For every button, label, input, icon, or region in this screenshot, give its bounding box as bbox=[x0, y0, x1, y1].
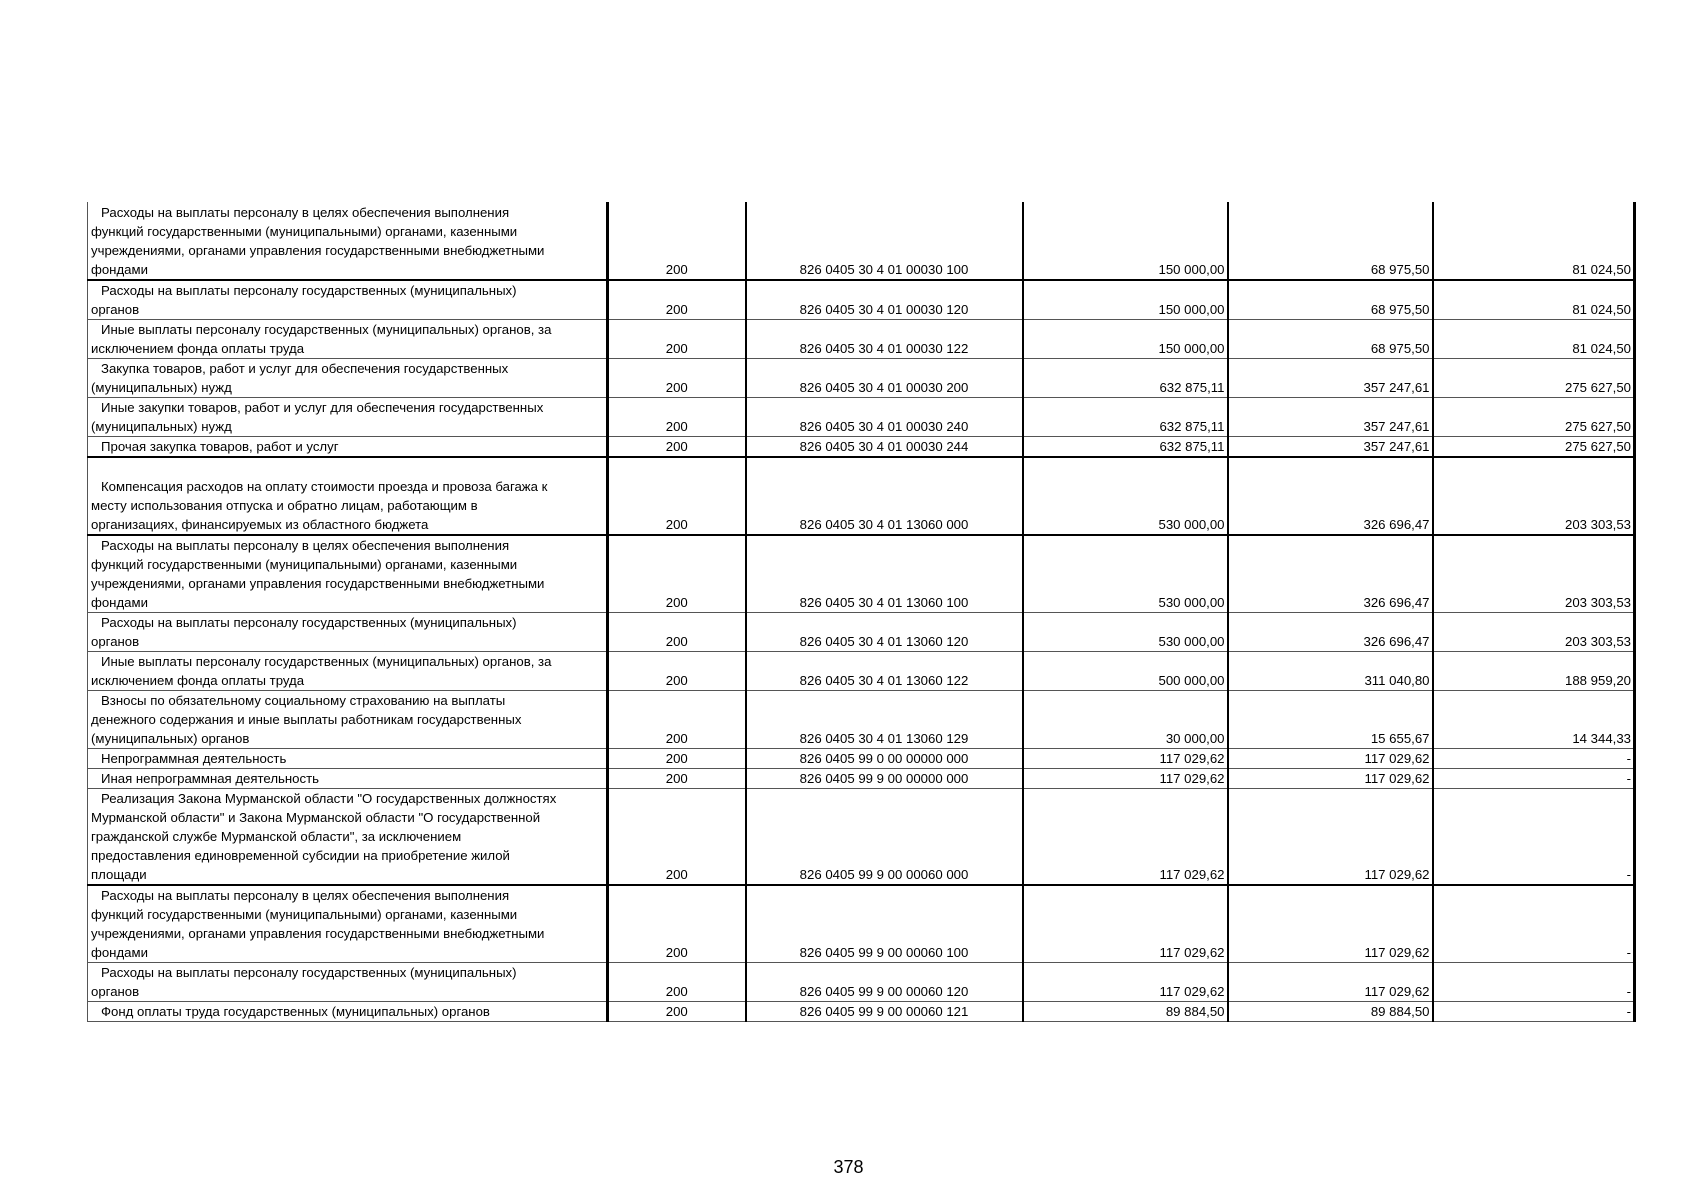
row-name-line: органов bbox=[91, 634, 140, 649]
row-code-cell: 200 bbox=[608, 320, 746, 359]
row-code-cell: 200 bbox=[608, 1002, 746, 1022]
row-code-cell: 200 bbox=[608, 437, 746, 458]
row-unexecuted-cell: 275 627,50 bbox=[1433, 437, 1635, 458]
row-name-line: учреждениями, органами управления государственными внебюджетными bbox=[91, 576, 545, 591]
row-name-cell bbox=[88, 320, 608, 359]
table-row bbox=[88, 359, 1635, 398]
row-name-line: Закупка товаров, работ и услуг для обеспечения государственных bbox=[101, 361, 509, 376]
row-executed-cell: 117 029,62 bbox=[1228, 789, 1433, 886]
row-name-cell bbox=[88, 963, 608, 1002]
row-name-line: органов bbox=[91, 984, 140, 999]
row-name-line: Иные закупки товаров, работ и услуг для обеспечения государственных bbox=[101, 400, 544, 415]
row-classification-cell: 826 0405 30 4 01 13060 100 bbox=[746, 535, 1023, 613]
row-unexecuted-cell: - bbox=[1433, 963, 1635, 1002]
row-name-line: (муниципальных) нужд bbox=[91, 419, 232, 434]
row-executed-cell: 68 975,50 bbox=[1228, 280, 1433, 320]
row-classification-cell: 826 0405 30 4 01 00030 120 bbox=[746, 280, 1023, 320]
row-name-line: Расходы на выплаты персоналу государственных (муниципальных) bbox=[101, 965, 517, 980]
row-name-cell bbox=[88, 398, 608, 437]
row-approved-cell: 117 029,62 bbox=[1023, 749, 1228, 769]
row-code-cell: 200 bbox=[608, 457, 746, 535]
row-approved-cell: 530 000,00 bbox=[1023, 613, 1228, 652]
row-approved-cell: 30 000,00 bbox=[1023, 691, 1228, 749]
row-name-cell bbox=[88, 359, 608, 398]
row-unexecuted-cell: 275 627,50 bbox=[1433, 398, 1635, 437]
row-executed-cell: 357 247,61 bbox=[1228, 398, 1433, 437]
row-name-line: гражданской службе Мурманской области", за исключением bbox=[91, 829, 462, 844]
table-row bbox=[88, 437, 1635, 458]
table-row bbox=[88, 280, 1635, 320]
row-approved-cell: 632 875,11 bbox=[1023, 359, 1228, 398]
row-executed-cell: 357 247,61 bbox=[1228, 359, 1433, 398]
row-name-line: функций государственными (муниципальными) органами, казенными bbox=[91, 224, 518, 239]
row-classification-cell: 826 0405 99 9 00 00060 100 bbox=[746, 885, 1023, 963]
table-row bbox=[88, 535, 1635, 613]
row-name-line: Расходы на выплаты персоналу государственных (муниципальных) bbox=[101, 283, 517, 298]
row-code-cell: 200 bbox=[608, 963, 746, 1002]
table-row bbox=[88, 769, 1635, 789]
row-name-line: Фонд оплаты труда государственных (муниципальных) органов bbox=[101, 1004, 490, 1019]
row-classification-cell: 826 0405 30 4 01 00030 244 bbox=[746, 437, 1023, 458]
row-classification-cell: 826 0405 99 9 00 00060 000 bbox=[746, 789, 1023, 886]
table-row bbox=[88, 457, 1635, 535]
row-name-cell bbox=[88, 749, 608, 769]
row-code-cell: 200 bbox=[608, 202, 746, 280]
row-name-line: фондами bbox=[91, 262, 148, 277]
budget-table bbox=[87, 202, 1636, 1022]
row-unexecuted-cell: - bbox=[1433, 885, 1635, 963]
row-classification-cell: 826 0405 30 4 01 00030 122 bbox=[746, 320, 1023, 359]
row-name-cell bbox=[88, 885, 608, 963]
row-code-cell: 200 bbox=[608, 769, 746, 789]
row-unexecuted-cell: 203 303,53 bbox=[1433, 535, 1635, 613]
row-name-cell bbox=[88, 789, 608, 886]
row-executed-cell: 357 247,61 bbox=[1228, 437, 1433, 458]
row-name-line: Реализация Закона Мурманской области "О государственных должностях bbox=[101, 791, 557, 806]
row-name-line: Расходы на выплаты персоналу в целях обеспечения выполнения bbox=[101, 538, 510, 553]
row-classification-cell: 826 0405 30 4 01 00030 240 bbox=[746, 398, 1023, 437]
row-unexecuted-cell: - bbox=[1433, 769, 1635, 789]
row-name-line: Расходы на выплаты персоналу государственных (муниципальных) bbox=[101, 615, 517, 630]
row-approved-cell: 500 000,00 bbox=[1023, 652, 1228, 691]
row-name-cell bbox=[88, 613, 608, 652]
row-unexecuted-cell: 81 024,50 bbox=[1433, 202, 1635, 280]
row-code-cell: 200 bbox=[608, 359, 746, 398]
table-row bbox=[88, 963, 1635, 1002]
row-name-line: Мурманской области" и Закона Мурманской области "О государственной bbox=[91, 810, 541, 825]
row-approved-cell: 530 000,00 bbox=[1023, 535, 1228, 613]
row-executed-cell: 117 029,62 bbox=[1228, 963, 1433, 1002]
page-number: 378 bbox=[833, 1157, 864, 1177]
table-row bbox=[88, 885, 1635, 963]
row-name-line: учреждениями, органами управления государственными внебюджетными bbox=[91, 926, 545, 941]
row-executed-cell: 117 029,62 bbox=[1228, 885, 1433, 963]
row-unexecuted-cell: 14 344,33 bbox=[1433, 691, 1635, 749]
table-row bbox=[88, 613, 1635, 652]
row-unexecuted-cell: 188 959,20 bbox=[1433, 652, 1635, 691]
row-name-line: функций государственными (муниципальными) органами, казенными bbox=[91, 557, 518, 572]
row-approved-cell: 150 000,00 bbox=[1023, 280, 1228, 320]
row-name-cell bbox=[88, 457, 608, 535]
row-executed-cell: 326 696,47 bbox=[1228, 535, 1433, 613]
row-name-cell bbox=[88, 535, 608, 613]
row-unexecuted-cell: - bbox=[1433, 749, 1635, 769]
row-executed-cell: 326 696,47 bbox=[1228, 457, 1433, 535]
row-name-line: учреждениями, органами управления государственными внебюджетными bbox=[91, 243, 545, 258]
row-name-line: площади bbox=[91, 867, 147, 882]
row-executed-cell: 15 655,67 bbox=[1228, 691, 1433, 749]
row-name-line: Иные выплаты персоналу государственных (муниципальных) органов, за bbox=[101, 654, 552, 669]
row-executed-cell: 311 040,80 bbox=[1228, 652, 1433, 691]
row-classification-cell: 826 0405 99 9 00 00060 120 bbox=[746, 963, 1023, 1002]
table-row bbox=[88, 691, 1635, 749]
row-classification-cell: 826 0405 30 4 01 13060 122 bbox=[746, 652, 1023, 691]
row-approved-cell: 89 884,50 bbox=[1023, 1002, 1228, 1022]
row-name-line: предоставления единовременной субсидии на приобретение жилой bbox=[91, 848, 510, 863]
row-name-line: денежного содержания и иные выплаты работникам государственных bbox=[91, 712, 522, 727]
row-name-cell bbox=[88, 437, 608, 458]
row-name-line: месту использования отпуска и обратно лицам, работающим в bbox=[91, 498, 478, 513]
row-executed-cell: 68 975,50 bbox=[1228, 320, 1433, 359]
row-code-cell: 200 bbox=[608, 613, 746, 652]
table-row bbox=[88, 789, 1635, 886]
row-approved-cell: 117 029,62 bbox=[1023, 963, 1228, 1002]
row-code-cell: 200 bbox=[608, 652, 746, 691]
row-name-line: исключением фонда оплаты труда bbox=[91, 673, 305, 688]
row-name-line: организациях, финансируемых из областного бюджета bbox=[91, 517, 429, 532]
row-classification-cell: 826 0405 99 9 00 00060 121 bbox=[746, 1002, 1023, 1022]
row-name-line: Непрограммная деятельность bbox=[101, 751, 287, 766]
row-unexecuted-cell: 275 627,50 bbox=[1433, 359, 1635, 398]
table-row bbox=[88, 749, 1635, 769]
row-name-line: органов bbox=[91, 302, 140, 317]
row-name-cell bbox=[88, 691, 608, 749]
row-classification-cell: 826 0405 30 4 01 13060 000 bbox=[746, 457, 1023, 535]
row-code-cell: 200 bbox=[608, 789, 746, 886]
row-code-cell: 200 bbox=[608, 691, 746, 749]
row-classification-cell: 826 0405 30 4 01 00030 200 bbox=[746, 359, 1023, 398]
row-unexecuted-cell: 81 024,50 bbox=[1433, 280, 1635, 320]
row-name-cell bbox=[88, 769, 608, 789]
row-name-line bbox=[91, 458, 602, 477]
row-unexecuted-cell: 203 303,53 bbox=[1433, 613, 1635, 652]
row-classification-cell: 826 0405 30 4 01 00030 100 bbox=[746, 202, 1023, 280]
budget-table-body bbox=[88, 202, 1635, 1022]
row-name-line: Прочая закупка товаров, работ и услуг bbox=[101, 439, 339, 454]
table-row bbox=[88, 1002, 1635, 1022]
row-executed-cell: 68 975,50 bbox=[1228, 202, 1433, 280]
row-unexecuted-cell: 203 303,53 bbox=[1433, 457, 1635, 535]
row-name-line: фондами bbox=[91, 945, 148, 960]
row-unexecuted-cell: - bbox=[1433, 789, 1635, 886]
row-unexecuted-cell: - bbox=[1433, 1002, 1635, 1022]
row-approved-cell: 117 029,62 bbox=[1023, 769, 1228, 789]
row-name-line: Расходы на выплаты персоналу в целях обеспечения выполнения bbox=[101, 888, 510, 903]
row-name-line: Иная непрограммная деятельность bbox=[101, 771, 320, 786]
row-name-cell bbox=[88, 280, 608, 320]
table-row bbox=[88, 320, 1635, 359]
row-classification-cell: 826 0405 30 4 01 13060 129 bbox=[746, 691, 1023, 749]
row-code-cell: 200 bbox=[608, 280, 746, 320]
row-name-line: Компенсация расходов на оплату стоимости проезда и провоза багажа к bbox=[101, 479, 548, 494]
row-classification-cell: 826 0405 99 9 00 00000 000 bbox=[746, 769, 1023, 789]
row-approved-cell: 530 000,00 bbox=[1023, 457, 1228, 535]
row-name-cell bbox=[88, 202, 608, 280]
row-executed-cell: 117 029,62 bbox=[1228, 769, 1433, 789]
row-name-line: Иные выплаты персоналу государственных (муниципальных) органов, за bbox=[101, 322, 552, 337]
row-approved-cell: 632 875,11 bbox=[1023, 437, 1228, 458]
row-name-line: функций государственными (муниципальными) органами, казенными bbox=[91, 907, 518, 922]
row-executed-cell: 117 029,62 bbox=[1228, 749, 1433, 769]
table-row bbox=[88, 202, 1635, 280]
row-code-cell: 200 bbox=[608, 749, 746, 769]
row-approved-cell: 117 029,62 bbox=[1023, 885, 1228, 963]
row-approved-cell: 150 000,00 bbox=[1023, 202, 1228, 280]
row-executed-cell: 326 696,47 bbox=[1228, 613, 1433, 652]
row-code-cell: 200 bbox=[608, 535, 746, 613]
table-row bbox=[88, 652, 1635, 691]
row-approved-cell: 150 000,00 bbox=[1023, 320, 1228, 359]
row-name-line: (муниципальных) нужд bbox=[91, 380, 232, 395]
row-code-cell: 200 bbox=[608, 398, 746, 437]
row-approved-cell: 117 029,62 bbox=[1023, 789, 1228, 886]
row-code-cell: 200 bbox=[608, 885, 746, 963]
row-name-cell bbox=[88, 652, 608, 691]
row-executed-cell: 89 884,50 bbox=[1228, 1002, 1433, 1022]
row-classification-cell: 826 0405 30 4 01 13060 120 bbox=[746, 613, 1023, 652]
table-row bbox=[88, 398, 1635, 437]
row-approved-cell: 632 875,11 bbox=[1023, 398, 1228, 437]
row-unexecuted-cell: 81 024,50 bbox=[1433, 320, 1635, 359]
row-name-line: (муниципальных) органов bbox=[91, 731, 250, 746]
row-classification-cell: 826 0405 99 0 00 00000 000 bbox=[746, 749, 1023, 769]
row-name-line: Расходы на выплаты персоналу в целях обеспечения выполнения bbox=[101, 205, 510, 220]
row-name-line: фондами bbox=[91, 595, 148, 610]
row-name-line: Взносы по обязательному социальному страхованию на выплаты bbox=[101, 693, 506, 708]
row-name-cell bbox=[88, 1002, 608, 1022]
row-name-line: исключением фонда оплаты труда bbox=[91, 341, 305, 356]
